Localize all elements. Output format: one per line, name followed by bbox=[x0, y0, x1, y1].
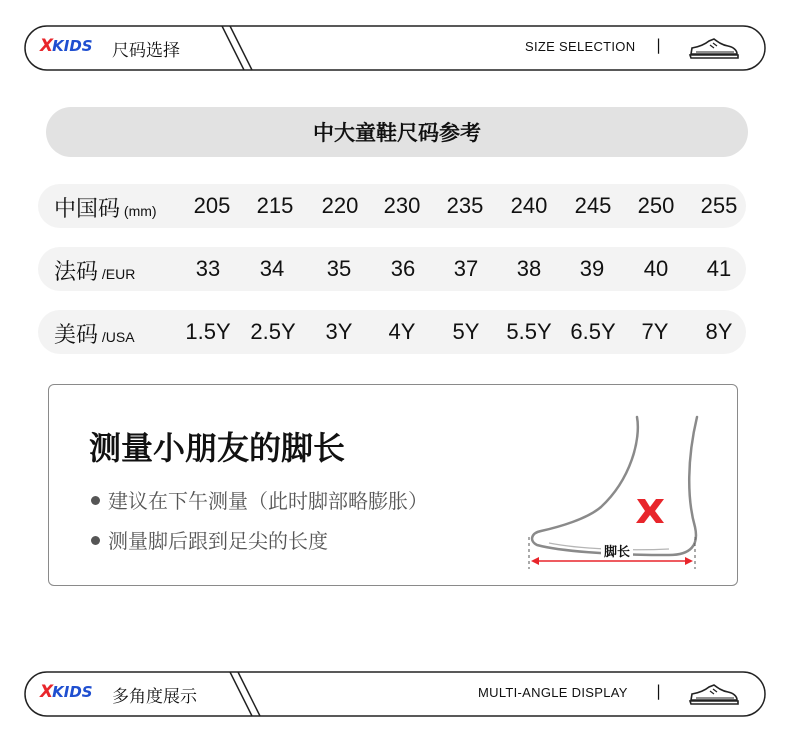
row-label-unit: /USA bbox=[98, 329, 135, 345]
banner-separator: | bbox=[656, 36, 662, 54]
size-row-eur bbox=[38, 247, 746, 291]
size-cell: 37 bbox=[453, 256, 479, 281]
measure-tip bbox=[91, 525, 328, 554]
size-cell: 33 bbox=[195, 256, 221, 281]
banner-separator: | bbox=[656, 682, 662, 700]
size-cell: 220 bbox=[321, 193, 359, 218]
banner-title-zh: 多角度展示 bbox=[112, 687, 197, 707]
size-chart-title: 中大童鞋尺码参考 bbox=[46, 107, 748, 157]
size-cell: 250 bbox=[637, 193, 675, 218]
size-cell: 36 bbox=[390, 256, 416, 281]
size-cell: 6.5Y bbox=[570, 319, 616, 344]
size-cell: 39 bbox=[579, 256, 605, 281]
measure-tip-text: 测量脚后跟到足尖的长度 bbox=[108, 529, 328, 553]
bottom-banner bbox=[0, 670, 790, 718]
brand-kids-text: KIDS bbox=[52, 683, 93, 701]
row-label-unit: (mm) bbox=[120, 203, 157, 219]
sneaker-icon bbox=[688, 682, 740, 708]
size-cell: 41 bbox=[706, 256, 732, 281]
size-cell: 34 bbox=[259, 256, 285, 281]
top-banner bbox=[0, 24, 790, 72]
size-row-cn bbox=[38, 184, 746, 228]
brand-x-mark: X bbox=[40, 682, 53, 702]
banner-title-en: MULTI-ANGLE DISPLAY bbox=[478, 685, 628, 700]
bullet-dot-icon bbox=[91, 536, 100, 545]
size-cell: 35 bbox=[326, 256, 352, 281]
size-cell: 205 bbox=[193, 193, 231, 218]
row-label bbox=[54, 192, 157, 223]
size-cell: 255 bbox=[700, 193, 738, 218]
size-cell: 5Y bbox=[452, 319, 480, 344]
row-label bbox=[54, 318, 135, 349]
size-cell: 215 bbox=[256, 193, 294, 218]
size-cell: 5.5Y bbox=[506, 319, 552, 344]
size-cell: 240 bbox=[510, 193, 548, 218]
size-cell: 38 bbox=[516, 256, 542, 281]
measure-title: 测量小朋友的脚长 bbox=[89, 429, 346, 467]
bullet-dot-icon bbox=[91, 496, 100, 505]
banner-title-en: SIZE SELECTION bbox=[525, 39, 636, 54]
banner-title-zh: 尺码选择 bbox=[112, 41, 180, 61]
row-label-zh: 法码 bbox=[54, 260, 99, 285]
size-cell: 235 bbox=[446, 193, 484, 218]
size-cell: 230 bbox=[383, 193, 421, 218]
measure-card bbox=[48, 384, 738, 586]
row-label-zh: 中国码 bbox=[54, 197, 121, 222]
brand-logo bbox=[40, 682, 93, 702]
brand-logo bbox=[40, 36, 93, 56]
size-cell: 1.5Y bbox=[185, 319, 231, 344]
size-cell: 2.5Y bbox=[250, 319, 296, 344]
size-row-usa bbox=[38, 310, 746, 354]
size-cell: 40 bbox=[643, 256, 669, 281]
row-label-zh: 美码 bbox=[54, 323, 99, 348]
sneaker-icon bbox=[688, 36, 740, 62]
brand-kids-text: KIDS bbox=[52, 37, 93, 55]
brand-x-mark: X bbox=[40, 36, 53, 56]
size-cell: 4Y bbox=[388, 319, 416, 344]
measure-tip bbox=[91, 485, 428, 514]
size-cell: 245 bbox=[574, 193, 612, 218]
size-cell: 7Y bbox=[641, 319, 669, 344]
row-label-unit: /EUR bbox=[98, 266, 136, 282]
size-cell: 3Y bbox=[325, 319, 353, 344]
foot-length-label: 脚长 bbox=[601, 541, 633, 560]
measure-tip-text: 建议在下午测量（此时脚部略膨胀） bbox=[108, 489, 428, 513]
row-label bbox=[54, 255, 135, 286]
size-cell: 8Y bbox=[705, 319, 733, 344]
